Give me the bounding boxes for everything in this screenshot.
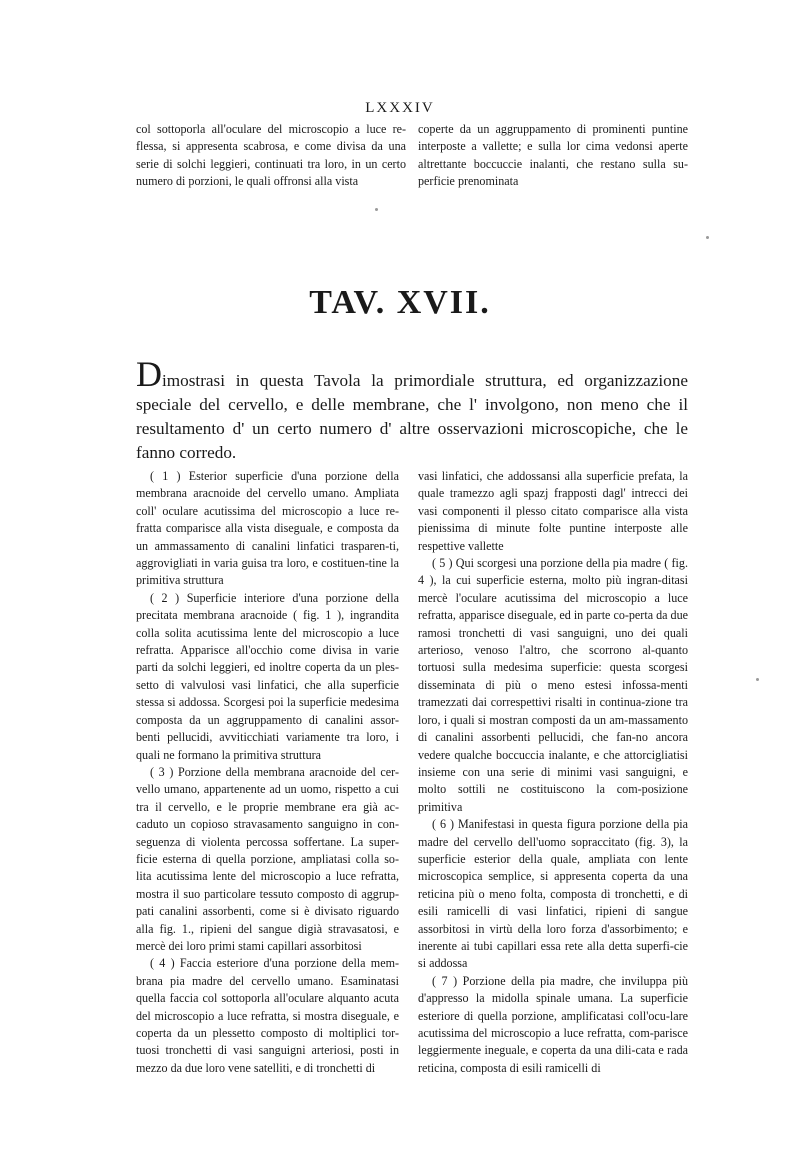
plate-title: TAV. XVII. bbox=[309, 284, 491, 321]
figure-description-7: ( 7 ) Porzione della pia madre, che inviluppa più d'appresso la midolla spinale umana. La superficie esteriore di quella porzione, amplificatasi coll'ocu-lare acutissima del microscopio a luce refratta, com-parisce leggiermente ineguale, e coperta da una dili-cata e rada reticina, composta di esili ramicelli di bbox=[418, 973, 688, 1075]
paper-speck bbox=[706, 236, 709, 239]
paragraph: col sottoporla all'oculare del microscopio a luce re-flessa, si appresenta scabrosa, e come divisa da una serie di solchi leggieri, continuati tra loro, in un certo numero di porzioni, le quali offronsi alla vista bbox=[136, 122, 406, 189]
figure-description-6: ( 6 ) Manifestasi in questa figura porzione della pia madre del cervello dell'uomo sopraccitato (fig. 3), la superficie esterior della quale, ampliata con lente microscopica semplice, si appresenta coperta da una reticina più o meno folta, composta di tronchetti, e di esili ramicelli di vasi linfatici, ripieni di sangue assorbitosi in virtù della loro forza d'assorbimento; e inerente ai tubi capillari essa rete alla detta superfi-cie si addossa bbox=[418, 817, 688, 971]
figure-description-5: ( 5 ) Qui scorgesi una porzione della pia madre ( fig. 4 ), la cui superficie esterna, molto più ingran-ditasi mercè l'oculare acutissima del microscopio a luce refratta, apparisce diseguale, ed in parte co-perta da due ramosi tronchetti di vasi sanguigni, uno dei quali arterioso, venoso l'altro, che scorrono al-quanto tortuosi sulla medesima superficie: questa scorgesi disseminata di più o meno estesi infossa-menti tramezzati dai correspettivi risalti in continua-zione tra loro, i quali si mostran composti da un am-massamento di canalini assorbenti pellucidi, che fan-no ancora vedere qualche boccuccia inalante, e che attorcigliatisi insieme con una serie di minimi vasi sanguigni, e molto sottili ne costituiscono la com-posizione primitiva bbox=[418, 556, 688, 814]
drop-cap: D bbox=[136, 354, 162, 394]
paper-speck bbox=[756, 678, 759, 681]
paragraph: coperte da un aggruppamento di prominenti puntine interposte a vallette; e sulla lor cima vedonsi aperte altrettante boccuccie inalanti, che restano sulla su-perficie prenominata bbox=[418, 122, 688, 189]
intro-text: imostrasi in questa Tavola la primordiale struttura, ed organizzazione speciale del cervello, e delle membrane, che l' involgono, non meno che il resultamento d' un certo numero d' altre osservazioni microscopiche, che le fanno corredo. bbox=[136, 371, 688, 462]
paper-speck bbox=[375, 208, 378, 211]
right-column bbox=[418, 468, 688, 1077]
figure-description-1: ( 1 ) Esterior superficie d'una porzione della membrana aracnoide del cervello umano. Ampliata coll' oculare acutissima del microscopio a luce re-fratta comparisce alla vista diseguale, e composta da un ammassamento di canalini linfatici trasparen-ti, aggrovigliati in varia guisa tra loro, e costituen-tine la primitiva struttura bbox=[136, 469, 399, 588]
top-right-column bbox=[418, 121, 688, 191]
left-column bbox=[136, 468, 399, 1077]
figure-description-4: ( 4 ) Faccia esteriore d'una porzione della mem-brana pia madre del cervello umano. Esaminatasi quella faccia col sottoporla all'oculare alquanto acuta del microscopio a luce refratta, si mostra diseguale, e coperta da un plessetto composto di moltiplici tor-tuosi tronchetti di vasi sanguigni arteriosi, posti in mezzo da due loro vene satelliti, e di tronchetti di bbox=[136, 956, 399, 1075]
page-number: LXXXIV bbox=[365, 100, 435, 116]
top-left-column bbox=[136, 121, 406, 191]
figure-description-3: ( 3 ) Porzione della membrana aracnoide del cer-vello umano, appartenente ad un uomo, rispetto a cui tra il cervello, e le proprie membrane era già ac-caduto un copioso stravasamento sanguigno in con-seguenza di violenta percossa soffertane. La super-ficie esterna di quella porzione, ampliatasi colla so-lita acutissima lente del microscopio a luce refratta, mostra il suo particolare tessuto composto di aggrup-pati canalini assorbenti, come si è divisato riguardo alla fig. 1., ripieni del sangue digià stravasatosi, e mercè dei loro primi stami capillari assorbitosi bbox=[136, 764, 399, 953]
figure-description-2: ( 2 ) Superficie interiore d'una porzione della precitata membrana aracnoide ( fig. 1 ), ingrandita colla solita acutissima lente del microscopio a luce refratta. Apparisce all'occhio come divisa in varie parti da solchi leggieri, ed inoltre coperta da un ples-setto di valvulosi vasi linfatici, che alla superficie stessa si addossa. Scorgesi poi la superficie medesima composta da un aggruppamento di canalini assor-benti pellucidi, avviticchiati variamente tra loro, i quali ne formano la primitiva struttura bbox=[136, 590, 399, 762]
figure-description-4-continued: vasi linfatici, che addossansi alla superficie prefata, la quale tramezzo agli spazj frapposti dagl' intrecci dei vasi componenti il plesso citato comparisce alla vista pienissima di minute folte puntine interposte alle respettive vallette bbox=[418, 469, 688, 553]
intro-paragraph bbox=[136, 354, 688, 465]
